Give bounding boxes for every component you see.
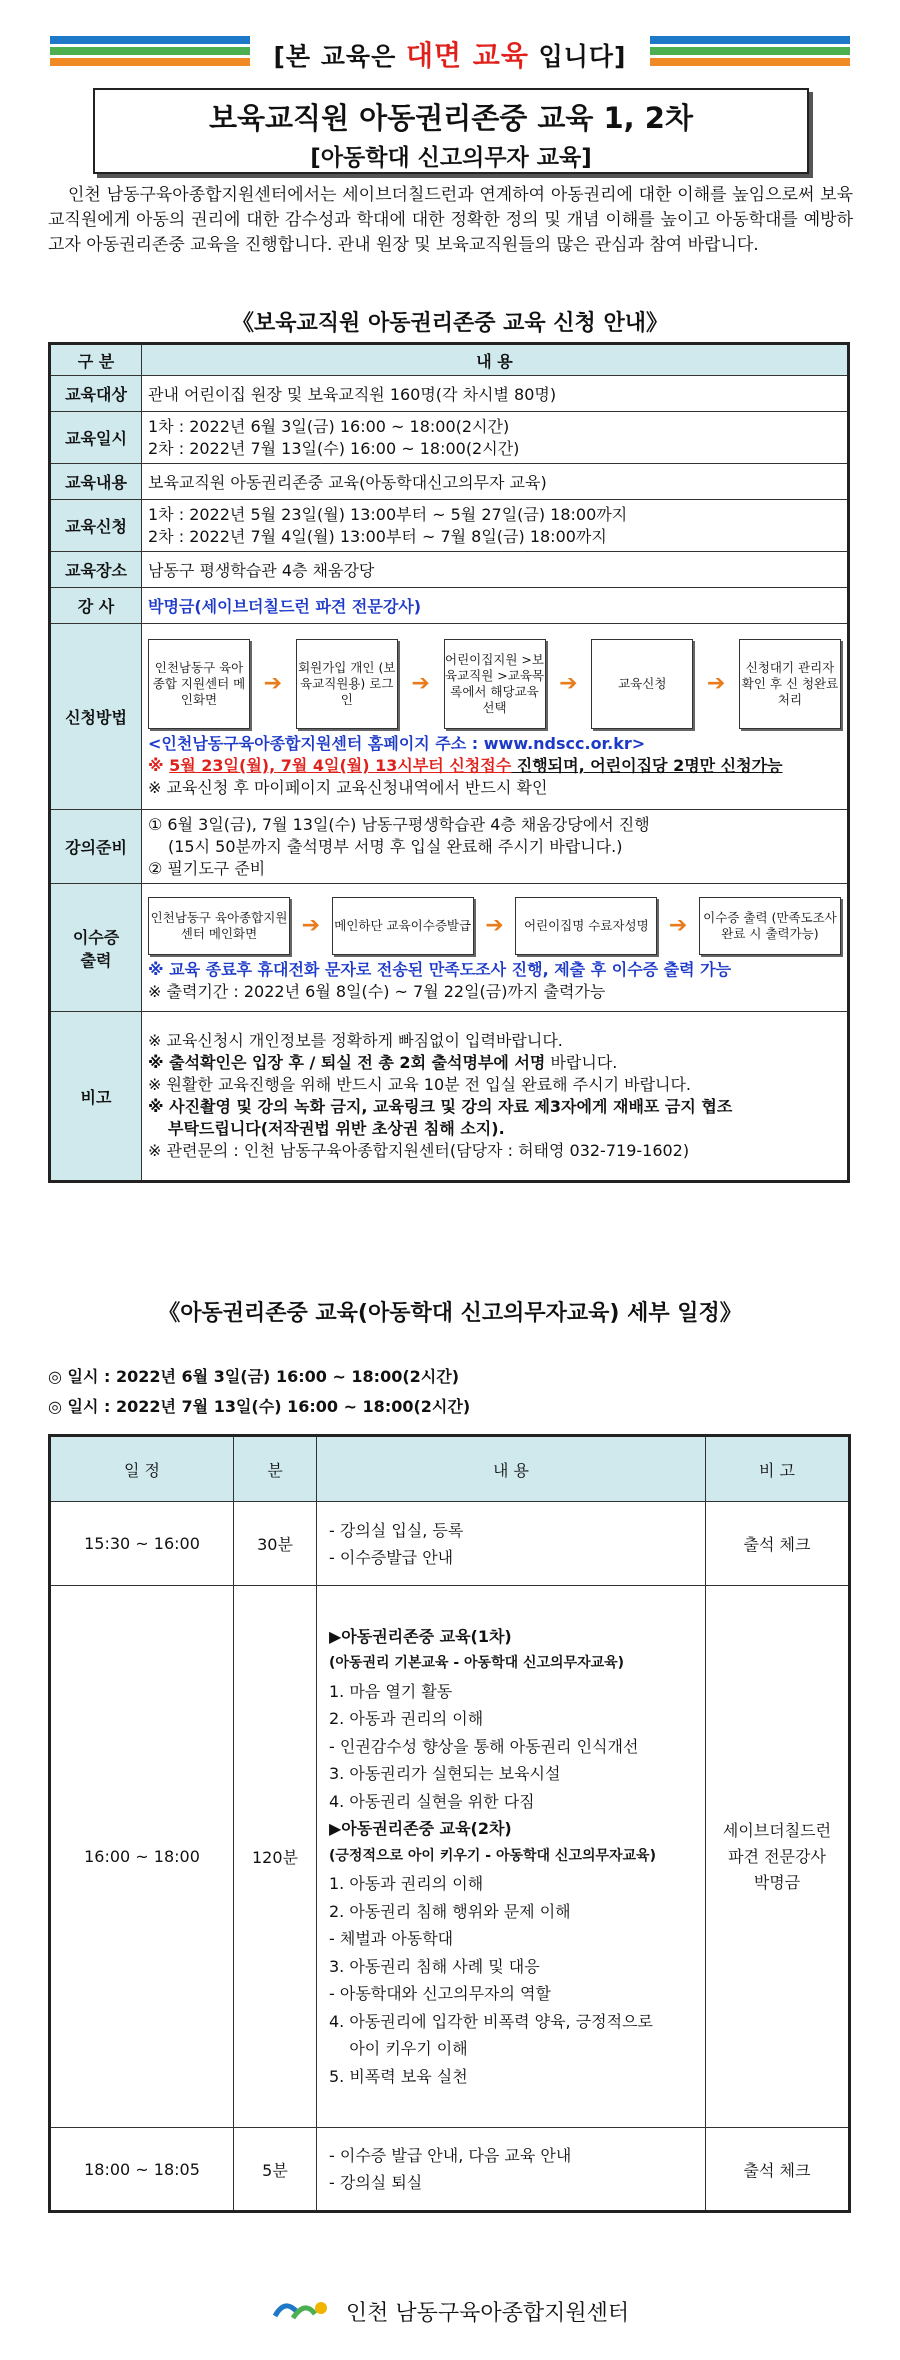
label-prep: 강의준비 xyxy=(50,810,142,884)
flow-step-1: 인천남동구 육아종합 지원센터 메인화면 xyxy=(148,639,250,729)
method-note-2: ※ 교육신청 후 마이페이지 교육신청내역에서 반드시 확인 xyxy=(148,777,548,797)
remark-4: ※ 사진촬영 및 강의 녹화 금지, 교육링크 및 강의 자료 제3자에게 재배포 금지 협조 xyxy=(148,1097,733,1116)
row2-note: 세이브더칠드런 xyxy=(722,1820,832,1840)
cert-note-2: ※ 출력기간 : 2022년 6월 8일(수) ~ 7월 22일(금)까지 출력가능 xyxy=(148,981,606,1001)
label-target: 교육대상 xyxy=(50,376,142,412)
arrow-icon: ➔ xyxy=(668,913,688,938)
row1-minutes: 30분 xyxy=(234,1502,317,1586)
remark-1: ※ 교육신청시 개인정보를 정확하게 빠짐없이 입력바랍니다. xyxy=(148,1031,563,1050)
session2-item: 5. 비폭력 보육 실천 xyxy=(329,2066,468,2086)
cert-step-4: 이수증 출력 (만족도조사 완료 시 출력가능) xyxy=(699,897,841,955)
row1-item: - 이수증발급 안내 xyxy=(329,1547,454,1567)
center-logo-icon xyxy=(271,2296,331,2332)
row2-note: 박명금 xyxy=(753,1872,801,1892)
stripe-decoration-right xyxy=(650,36,850,78)
stripe-decoration-left xyxy=(50,36,250,78)
header-minutes: 분 xyxy=(234,1436,317,1502)
apply-flow xyxy=(148,635,841,733)
remark-2: ※ 출석확인은 입장 후 / 퇴실 전 총 2회 출석명부에 서명 바랍니다. xyxy=(148,1053,618,1072)
prep-line-2: (15시 50분까지 출석명부 서명 후 입실 완료해 주시기 바랍니다.) xyxy=(168,836,623,856)
footer-text: 인천 남동구육아종합지원센터 xyxy=(345,2301,630,2326)
label-lecturer: 강 사 xyxy=(50,588,142,624)
cert-step-1: 인천남동구 육아종합지원센터 메인화면 xyxy=(148,897,290,955)
flow-step-2: 회원가입 개인 (보육교직원용) 로그인 xyxy=(296,639,398,729)
session1-item: 2. 아동과 권리의 이해 xyxy=(329,1709,484,1729)
arrow-icon: ➔ xyxy=(559,671,578,696)
schedule-section-title: 《아동권리존중 교육(아동학대 신고의무자교육) 세부 일정》 xyxy=(158,1301,742,1326)
session1-subheading: (아동권리 기본교육 - 아동학대 신고의무자교육) xyxy=(329,1655,625,1672)
title-box xyxy=(93,88,809,174)
label-method: 신청방법 xyxy=(50,624,142,810)
session2-subheading: (긍정적으로 아이 키우기 - 아동학대 신고의무자교육) xyxy=(329,1847,656,1864)
session2-item: 아이 키우기 이해 xyxy=(329,2039,468,2059)
row3-time: 18:00 ~ 18:05 xyxy=(50,2128,234,2212)
row1-note: 출석 체크 xyxy=(706,1502,850,1586)
prep-line-3: ② 필기도구 준비 xyxy=(148,858,266,878)
header-time: 일 정 xyxy=(50,1436,234,1502)
footer xyxy=(0,2296,900,2332)
session2-item: - 아동학대와 신고의무자의 역할 xyxy=(329,1984,551,2004)
intro-paragraph: 인천 남동구육아종합지원센터에서는 세이브더칠드런과 연계하여 아동권리에 대한 이해를 높임으로써 보육교직원에게 아동의 권리에 대한 감수성과 학대에 대한 정확한 정의 및 개념 이해를 높이고 아동학대를 예방하고자 아동권리존중 교육을 진행합니다. 관내 원장 및 보육교직원들의 많은 관심과 참여 바랍니다. xyxy=(48,185,853,255)
session2-item: 4. 아동권리에 입각한 비폭력 양육, 긍정적으로 xyxy=(329,2011,653,2031)
cert-step-2: 메인하단 교육이수증발급 xyxy=(332,897,474,955)
row3-note: 출석 체크 xyxy=(706,2128,850,2212)
value-target: 관내 어린이집 원장 및 보육교직원 160명(각 차시별 80명) xyxy=(142,376,849,412)
header-content: 내 용 xyxy=(317,1436,706,1502)
label-remarks: 비고 xyxy=(50,1012,142,1182)
arrow-icon: ➔ xyxy=(411,671,430,696)
banner-text: [본 교육은 대면 교육 입니다] xyxy=(273,39,627,72)
homepage-link[interactable]: <인천남동구육아종합지원센터 홈페이지 주소 : www.ndscc.or.kr> xyxy=(148,733,646,753)
value-content: 보육교직원 아동권리존중 교육(아동학대신고의무자 교육) xyxy=(142,464,849,500)
session2-item: 3. 아동권리 침해 사례 및 대응 xyxy=(329,1956,540,1976)
apply-line-2: 2차 : 2022년 7월 4일(월) 13:00부터 ~ 7월 8일(금) 18:00까지 xyxy=(148,526,607,546)
schedule-table xyxy=(48,1434,851,2213)
row2-note: 파견 전문강사 xyxy=(728,1846,826,1866)
arrow-icon: ➔ xyxy=(301,913,321,938)
row3-minutes: 5분 xyxy=(234,2128,317,2212)
row3-item: - 강의실 퇴실 xyxy=(329,2173,423,2192)
header-note: 비 고 xyxy=(706,1436,850,1502)
schedule-date-1: ◎ 일시 : 2022년 6월 3일(금) 16:00 ~ 18:00(2시간) xyxy=(48,1367,460,1386)
row2-minutes: 120분 xyxy=(234,1586,317,2128)
remark-3: ※ 원활한 교육진행을 위해 반드시 교육 10분 전 입실 완료해 주시기 바랍니다. xyxy=(148,1075,692,1094)
session1-item: 3. 아동권리가 실현되는 보육시설 xyxy=(329,1764,561,1784)
label-content: 교육내용 xyxy=(50,464,142,500)
row3-item: - 이수증 발급 안내, 다음 교육 안내 xyxy=(329,2146,572,2165)
header-content: 내 용 xyxy=(142,344,849,376)
label-cert: 이수증 출력 xyxy=(50,884,142,1012)
session1-item: 4. 아동권리 실현을 위한 다짐 xyxy=(329,1791,535,1811)
remark-5: ※ 관련문의 : 인천 남동구육아종합지원센터(담당자 : 허태영 032-719-1602) xyxy=(148,1141,690,1160)
arrow-icon: ➔ xyxy=(263,671,283,696)
row2-time: 16:00 ~ 18:00 xyxy=(50,1586,234,2128)
page-subtitle: [아동학대 신고의무자 교육] xyxy=(310,145,592,171)
label-date: 교육일시 xyxy=(50,412,142,464)
flow-step-3: 어린이집지원 >보육교직원 >교육목록에서 해당교육 선택 xyxy=(444,639,546,729)
label-apply: 교육신청 xyxy=(50,500,142,552)
application-table xyxy=(48,342,850,1183)
page-title: 보육교직원 아동권리존중 교육 1, 2차 xyxy=(209,101,693,135)
flow-step-4: 교육신청 xyxy=(591,639,693,729)
value-place: 남동구 평생학습관 4층 채움강당 xyxy=(142,552,849,588)
banner-highlight: 대면 교육 xyxy=(405,39,529,72)
apply-section-title: 《보육교직원 아동권리존중 교육 신청 안내》 xyxy=(232,311,668,336)
row1-item: - 강의실 입실, 등록 xyxy=(329,1520,464,1540)
cert-step-3: 어린이집명 수료자성명 xyxy=(515,897,657,955)
session2-heading: ▶아동권리존중 교육(2차) xyxy=(329,1819,512,1839)
apply-line-1: 1차 : 2022년 5월 23일(월) 13:00부터 ~ 5월 27일(금) 18:00까지 xyxy=(148,504,628,524)
method-note-1: ※ 5월 23일(월), 7월 4일(월) 13시부터 신청접수 진행되며, 어린이집당 2명만 신청가능 xyxy=(148,755,783,775)
session1-heading: ▶아동권리존중 교육(1차) xyxy=(329,1626,512,1646)
flow-step-5: 신청대기 관리자 확인 후 신 청완료처리 xyxy=(739,639,841,729)
date-line-2: 2차 : 2022년 7월 13일(수) 16:00 ~ 18:00(2시간) xyxy=(148,438,520,458)
remark-4b: 부탁드립니다(저작권법 위반 초상권 침해 소지). xyxy=(168,1119,505,1138)
value-lecturer: 박명금(세이브더칠드런 파견 전문강사) xyxy=(142,588,849,624)
session2-item: 1. 아동과 권리의 이해 xyxy=(329,1874,484,1894)
session2-item: 2. 아동권리 침해 행위와 문제 이해 xyxy=(329,1901,571,1921)
arrow-icon: ➔ xyxy=(485,913,504,938)
header-category: 구 분 xyxy=(50,344,142,376)
schedule-date-2: ◎ 일시 : 2022년 7월 13일(수) 16:00 ~ 18:00(2시간) xyxy=(48,1397,471,1416)
label-place: 교육장소 xyxy=(50,552,142,588)
cert-flow xyxy=(148,893,841,959)
session1-item: - 인권감수성 향상을 통해 아동권리 인식개선 xyxy=(329,1736,639,1756)
cert-note-1: ※ 교육 종료후 휴대전화 문자로 전송된 만족도조사 진행, 제출 후 이수증 출력 가능 xyxy=(148,959,732,979)
top-banner xyxy=(50,30,850,78)
session1-item: 1. 마음 열기 활동 xyxy=(329,1681,453,1701)
date-line-1: 1차 : 2022년 6월 3일(금) 16:00 ~ 18:00(2시간) xyxy=(148,416,510,436)
session2-item: - 체벌과 아동학대 xyxy=(329,1929,454,1949)
prep-line-1: ① 6월 3일(금), 7월 13일(수) 남동구평생학습관 4층 채움강당에서 진행 xyxy=(148,814,650,834)
row1-time: 15:30 ~ 16:00 xyxy=(50,1502,234,1586)
arrow-icon: ➔ xyxy=(706,671,726,696)
